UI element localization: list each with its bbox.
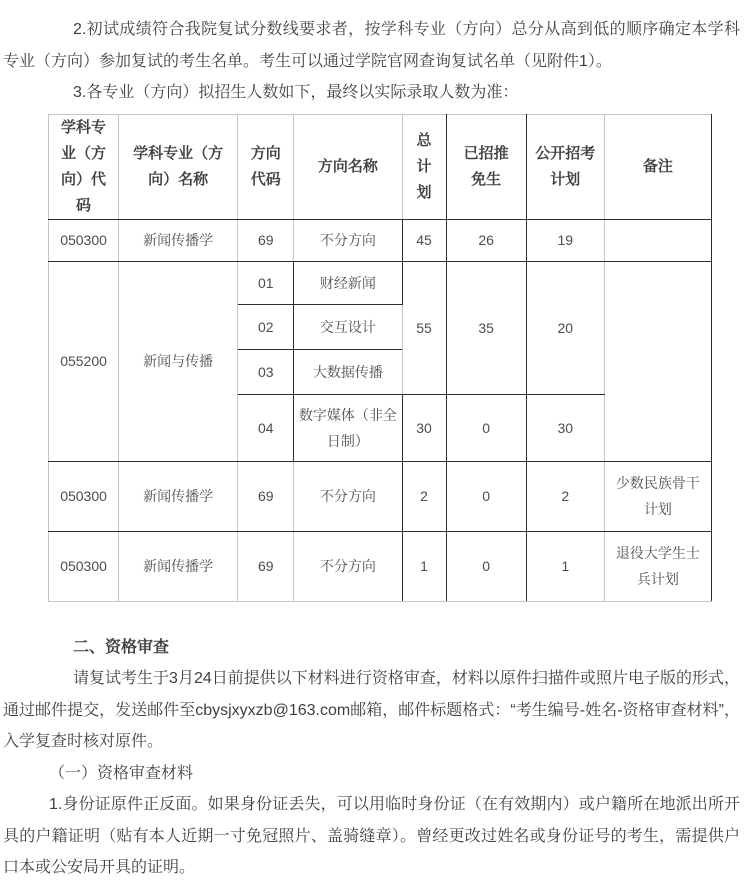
table-row xyxy=(49,461,712,531)
cell-remark: 少数民族骨干计划 xyxy=(604,461,711,531)
cell-direction-name: 大数据传播 xyxy=(294,349,402,394)
cell-admitted-recommend: 0 xyxy=(446,531,526,601)
cell-total-plan: 30 xyxy=(402,394,446,461)
header-cell-direction-code: 方向代码 xyxy=(238,114,294,219)
cell-remark xyxy=(604,219,711,261)
header-cell-direction-name: 方向名称 xyxy=(294,114,402,219)
cell-subject-name: 新闻传播学 xyxy=(119,219,238,261)
cell-open-recruit: 30 xyxy=(526,394,604,461)
table-row xyxy=(49,219,712,261)
paragraph-reexam-list-rule: 2.初试成绩符合我院复试分数线要求者，按学科专业（方向）总分从高到低的顺序确定本学科专业（方向）参加复试的考生名单。考生可以通过学院官网查询复试名单（见附件1）。 xyxy=(3,21,740,70)
cell-direction-name: 交互设计 xyxy=(294,304,402,349)
cell-subject-code: 050300 xyxy=(49,219,119,261)
paragraph-enrollment-intro: 3.各专业（方向）拟招生人数如下，最终以实际录取人数为准： xyxy=(73,84,519,101)
cell-subject-name: 新闻传播学 xyxy=(119,531,238,601)
header-cell-admitted-recommend: 已招推免生 xyxy=(446,114,526,219)
table-row xyxy=(49,531,712,601)
cell-admitted-recommend: 0 xyxy=(446,461,526,531)
cell-admitted-recommend: 26 xyxy=(446,219,526,261)
table-row xyxy=(49,261,712,304)
cell-subject-code: 055200 xyxy=(49,261,119,461)
cell-direction-code: 01 xyxy=(238,261,294,304)
cell-admitted-recommend: 0 xyxy=(446,394,526,461)
cell-subject-name: 新闻传播学 xyxy=(119,461,238,531)
cell-total-plan: 55 xyxy=(402,261,446,394)
cell-direction-code: 04 xyxy=(238,394,294,461)
header-cell-subject-code: 学科专业（方向）代码 xyxy=(49,114,119,219)
cell-direction-name: 财经新闻 xyxy=(294,261,402,304)
cell-direction-code: 69 xyxy=(238,461,294,531)
cell-open-recruit: 19 xyxy=(526,219,604,261)
cell-subject-code: 050300 xyxy=(49,461,119,531)
header-cell-remark: 备注 xyxy=(604,114,711,219)
paragraph-id-card-requirement: 1.身份证原件正反面。如果身份证丢失，可以用临时身份证（在有效期内）或户籍所在地派出所开具的户籍证明（贴有本人近期一寸免冠照片、盖骑缝章）。曾经更改过姓名或身份证号的考生，需提供户口本或公安局开具的证明。 xyxy=(3,796,740,876)
cell-total-plan: 45 xyxy=(402,219,446,261)
cell-remark xyxy=(604,261,711,461)
cell-admitted-recommend: 35 xyxy=(446,261,526,394)
cell-direction-code: 69 xyxy=(238,531,294,601)
cell-total-plan: 2 xyxy=(402,461,446,531)
section-heading-qualification-review: 二、资格审查 xyxy=(73,638,170,656)
cell-open-recruit: 20 xyxy=(526,261,604,394)
cell-direction-name: 不分方向 xyxy=(294,531,402,601)
cell-direction-name: 不分方向 xyxy=(294,461,402,531)
cell-direction-name: 数字媒体（非全日制） xyxy=(294,394,402,461)
cell-subject-name: 新闻与传播 xyxy=(119,261,238,461)
cell-direction-code: 02 xyxy=(238,304,294,349)
cell-direction-code: 03 xyxy=(238,349,294,394)
cell-subject-code: 050300 xyxy=(49,531,119,601)
cell-total-plan: 1 xyxy=(402,531,446,601)
cell-open-recruit: 1 xyxy=(526,531,604,601)
paragraph-material-submission: 请复试考生于3月24日前提供以下材料进行资格审查，材料以原件扫描件或照片电子版的形式，通过邮件提交，发送邮件至cbysjxyxzb@163.com邮箱，邮件标题格式：“考生编号-姓名-资格审查材料”，入学复查时核对原件。 xyxy=(3,670,740,750)
header-cell-open-recruit-plan: 公开招考计划 xyxy=(526,114,604,219)
cell-remark: 退役大学生士兵计划 xyxy=(604,531,711,601)
enrollment-plan-table xyxy=(48,114,712,602)
cell-direction-name: 不分方向 xyxy=(294,219,402,261)
header-cell-total-plan: 总计划 xyxy=(402,114,446,219)
table-header-row xyxy=(49,114,712,219)
cell-open-recruit: 2 xyxy=(526,461,604,531)
header-cell-subject-name: 学科专业（方向）名称 xyxy=(119,114,238,219)
cell-direction-code: 69 xyxy=(238,219,294,261)
sub-heading-review-materials: （一）资格审查材料 xyxy=(49,764,194,782)
